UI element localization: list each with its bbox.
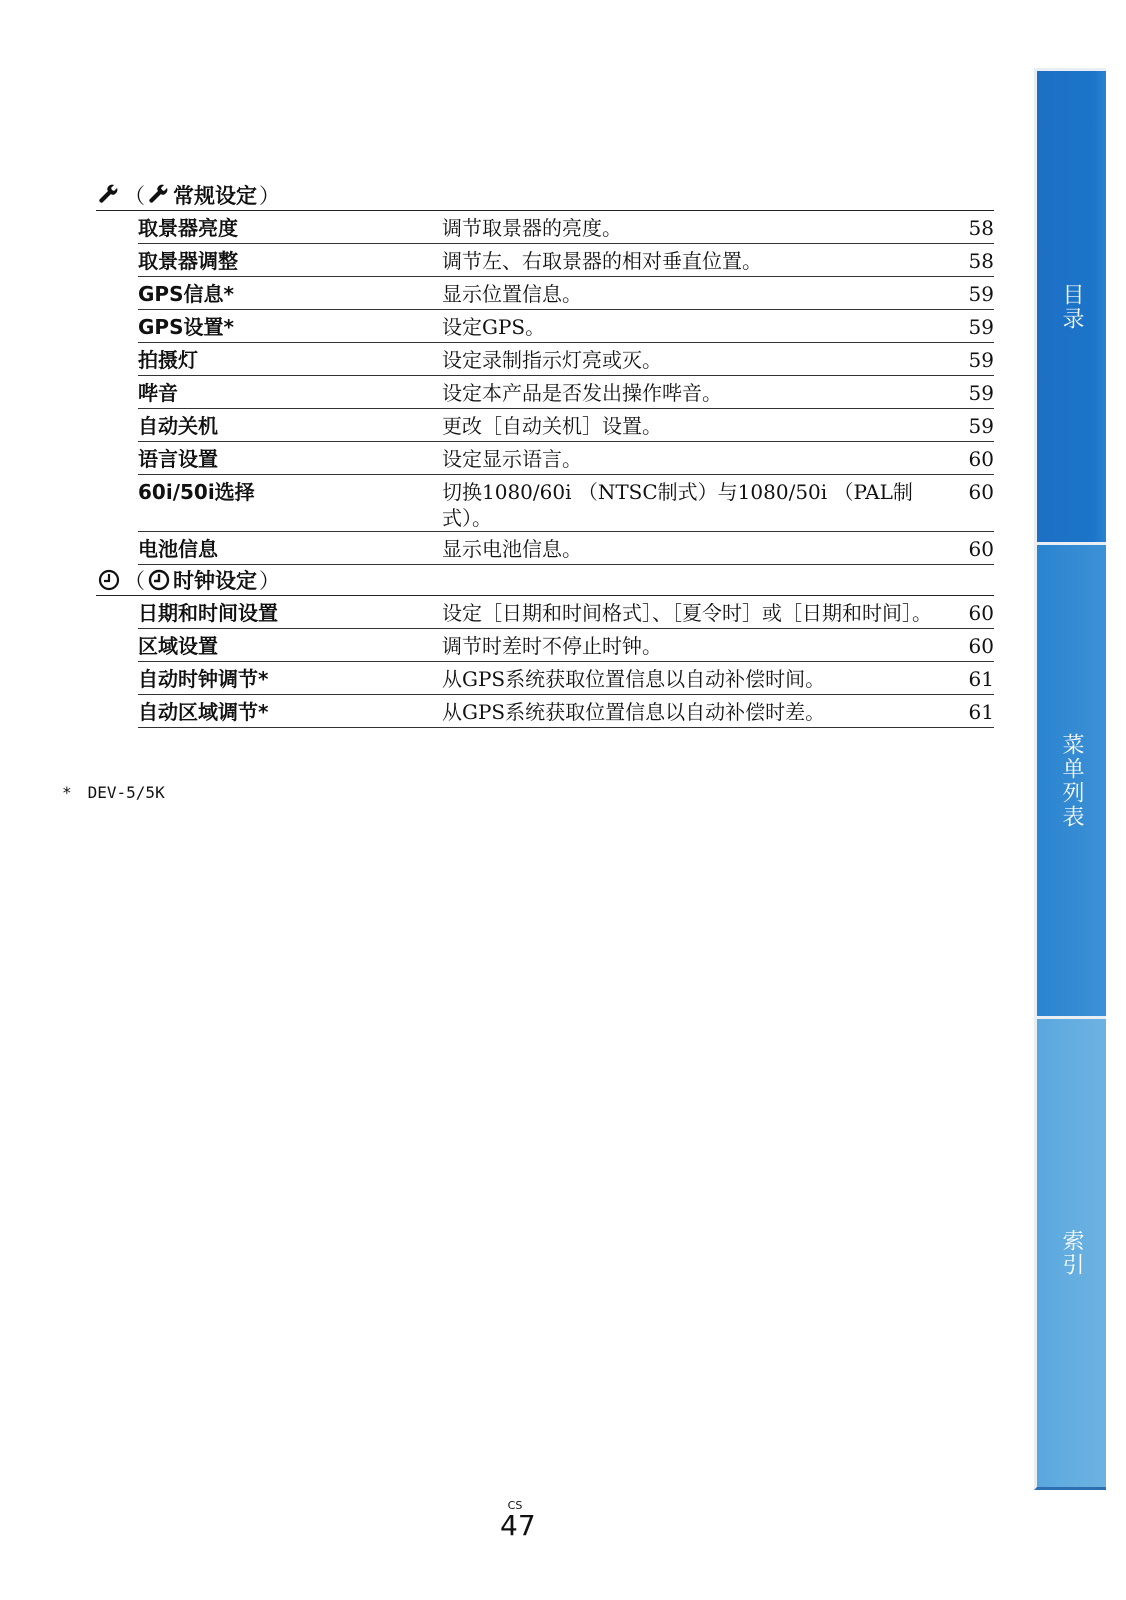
- tab-menu-list[interactable]: [1034, 542, 1106, 1016]
- page-number-value: 47: [500, 1509, 536, 1542]
- setting-name[interactable]: GPS信息*: [138, 282, 234, 306]
- setting-description: 设定显示语言。: [442, 447, 582, 471]
- settings-table: [96, 180, 994, 728]
- setting-name[interactable]: 自动关机: [138, 414, 218, 438]
- tab-index[interactable]: [1034, 1016, 1106, 1490]
- setting-description: 设定录制指示灯亮或灭。: [442, 348, 662, 372]
- page-reference[interactable]: 58: [968, 249, 994, 273]
- table-row: [138, 244, 994, 277]
- setting-name[interactable]: GPS设置*: [138, 315, 234, 339]
- page-reference[interactable]: 60: [968, 537, 994, 561]
- setting-description: 显示位置信息。: [442, 282, 582, 306]
- page-reference[interactable]: 59: [968, 348, 994, 372]
- setting-description: 从GPS系统获取位置信息以自动补偿时间。: [442, 667, 826, 691]
- setting-description: 切换1080/60i （NTSC制式）与1080/50i （PAL制式）。: [442, 480, 913, 530]
- setting-name[interactable]: 电池信息: [138, 537, 218, 561]
- setting-name[interactable]: 语言设置: [138, 447, 218, 471]
- setting-name[interactable]: 自动区域调节*: [138, 700, 269, 724]
- page-reference[interactable]: 61: [968, 700, 994, 724]
- table-row: [138, 442, 994, 475]
- table-row: [138, 695, 994, 728]
- table-row: [138, 596, 994, 629]
- tab-table-of-contents[interactable]: [1034, 68, 1106, 542]
- page-number: [500, 1499, 536, 1542]
- page-reference[interactable]: 60: [968, 480, 994, 504]
- setting-name[interactable]: 哔音: [138, 381, 178, 405]
- clock-icon: [96, 567, 122, 593]
- page-reference[interactable]: 59: [968, 315, 994, 339]
- table-row: [138, 376, 994, 409]
- setting-description: 设定本产品是否发出操作哔音。: [442, 381, 722, 405]
- footnote: * DEV-5/5K: [62, 783, 165, 802]
- table-row: [138, 532, 994, 565]
- setting-description: 设定GPS。: [442, 315, 546, 339]
- section-rows: [138, 211, 994, 565]
- page-reference[interactable]: 59: [968, 414, 994, 438]
- table-row: [138, 629, 994, 662]
- section-header-clock-settings: [96, 565, 994, 596]
- open-paren: （: [124, 184, 145, 208]
- setting-description: 更改［自动关机］设置。: [442, 414, 662, 438]
- setting-description: 从GPS系统获取位置信息以自动补偿时差。: [442, 700, 826, 724]
- table-row: [138, 662, 994, 695]
- setting-name[interactable]: 60i/50i选择: [138, 480, 255, 504]
- section-title: 时钟设定: [173, 569, 257, 593]
- page-reference[interactable]: 60: [968, 601, 994, 625]
- page-reference[interactable]: 59: [968, 381, 994, 405]
- close-paren: ）: [259, 569, 280, 593]
- setting-description: 调节左、右取景器的相对垂直位置。: [442, 249, 762, 273]
- setting-description: 显示电池信息。: [442, 537, 582, 561]
- table-row: [138, 277, 994, 310]
- tab-label: 菜单列表: [1059, 732, 1084, 829]
- table-row: [138, 310, 994, 343]
- section-header-general-settings: [96, 180, 994, 211]
- setting-description: 调节时差时不停止时钟。: [442, 634, 662, 658]
- table-row: [138, 475, 994, 532]
- clock-icon: [147, 568, 171, 592]
- section-rows: [138, 596, 994, 728]
- wrench-icon: [147, 183, 171, 207]
- tab-label: 目录: [1059, 282, 1084, 331]
- page-reference[interactable]: 58: [968, 216, 994, 240]
- setting-description: 设定［日期和时间格式］、［夏令时］或［日期和时间］。: [442, 601, 932, 625]
- setting-description: 调节取景器的亮度。: [442, 216, 622, 240]
- setting-name[interactable]: 取景器亮度: [138, 216, 238, 240]
- page-reference[interactable]: 59: [968, 282, 994, 306]
- page-reference[interactable]: 60: [968, 634, 994, 658]
- open-paren: （: [124, 569, 145, 593]
- page-reference[interactable]: 60: [968, 447, 994, 471]
- setting-name[interactable]: 取景器调整: [138, 249, 238, 273]
- setting-name[interactable]: 拍摄灯: [138, 348, 198, 372]
- table-row: [138, 343, 994, 376]
- close-paren: ）: [259, 184, 280, 208]
- setting-name[interactable]: 区域设置: [138, 634, 218, 658]
- tab-label: 索引: [1059, 1229, 1084, 1277]
- table-row: [138, 409, 994, 442]
- section-title: 常规设定: [173, 184, 257, 208]
- setting-name[interactable]: 自动时钟调节*: [138, 667, 269, 691]
- setting-name[interactable]: 日期和时间设置: [138, 601, 278, 625]
- table-row: [138, 211, 994, 244]
- page-reference[interactable]: 61: [968, 667, 994, 691]
- language-code: CS: [507, 1499, 523, 1512]
- wrench-icon: [96, 182, 122, 208]
